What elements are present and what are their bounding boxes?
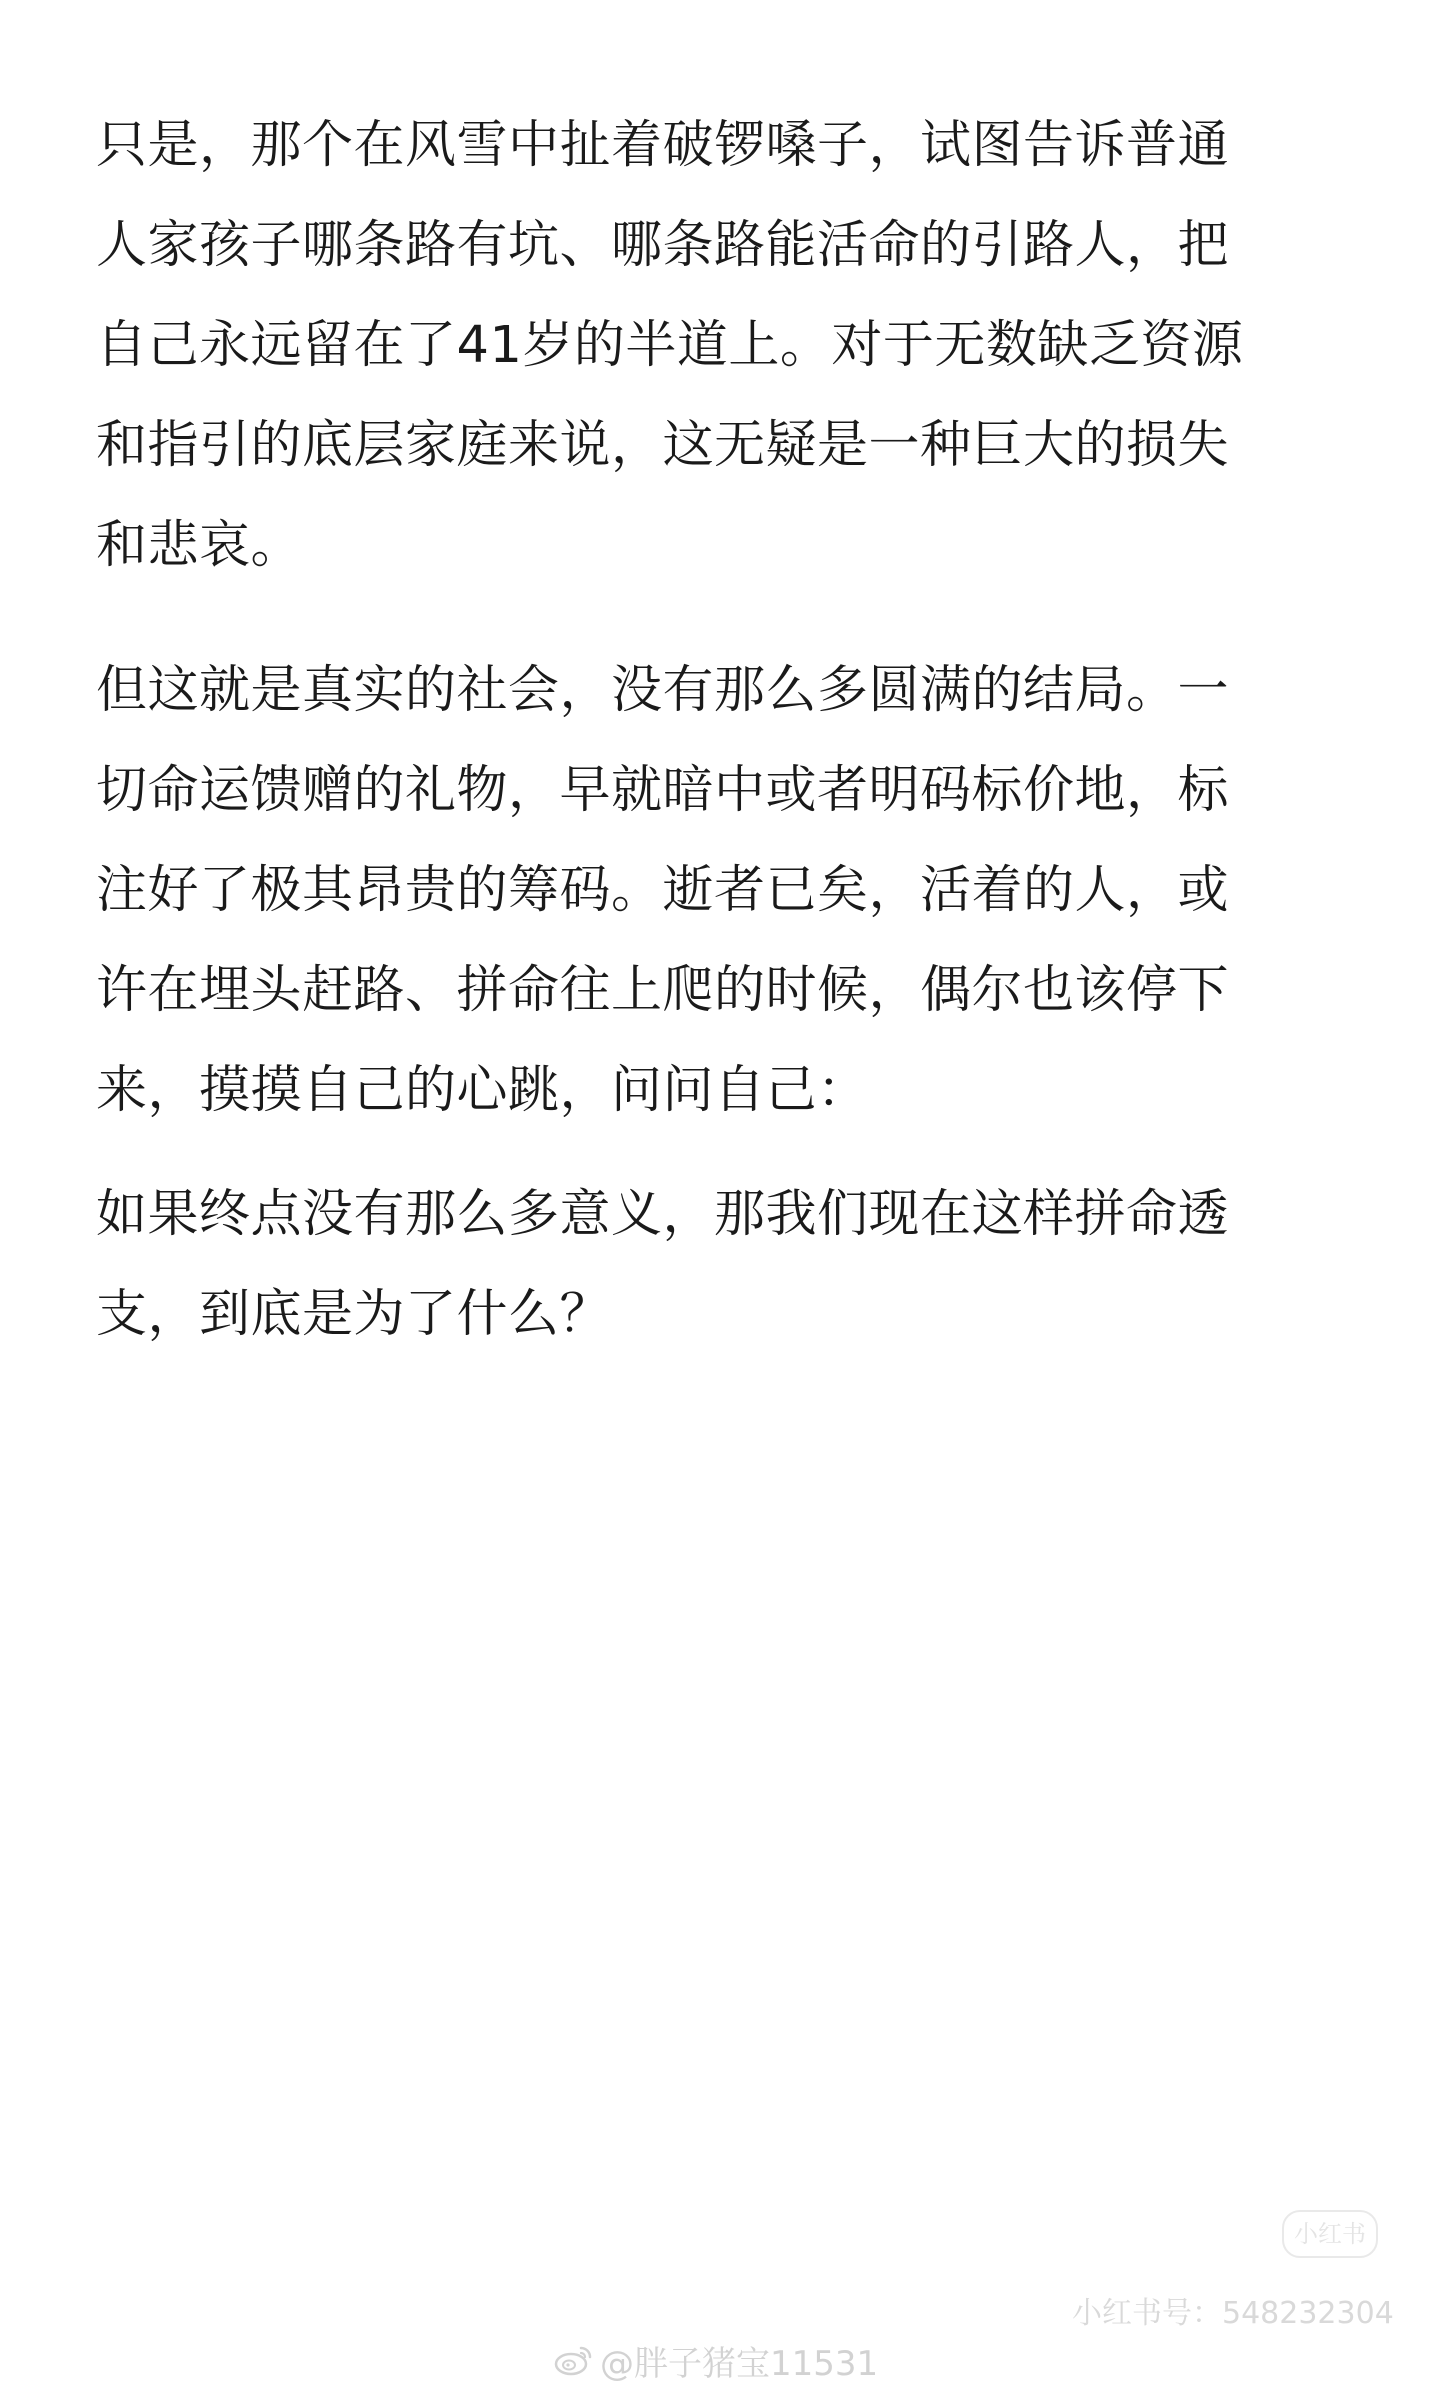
paragraph-3 <box>96 1165 1344 1365</box>
weibo-icon <box>554 2343 594 2377</box>
text-line: 只是，那个在风雪中扯着破锣嗓子，试图告诉普通 <box>96 116 1230 175</box>
paragraph-2 <box>96 641 1344 1141</box>
xiaohongshu-id-watermark: 小红书号：548232304 <box>1072 2296 1394 2331</box>
paragraph-1 <box>96 96 1344 596</box>
article-body <box>96 96 1344 1365</box>
text-line: 但这就是真实的社会，没有那么多圆满的结局。一 <box>96 661 1230 720</box>
text-line: 和悲哀。 <box>96 516 303 575</box>
text-line: 来，摸摸自己的心跳，问问自己： <box>96 1061 869 1120</box>
text-line: 人家孩子哪条路有坑、哪条路能活命的引路人，把 <box>96 216 1230 275</box>
text-line: 注好了极其昂贵的筹码。逝者已矣，活着的人，或 <box>96 861 1230 920</box>
text-line: 和指引的底层家庭来说，这无疑是一种巨大的损失 <box>96 416 1230 475</box>
xiaohongshu-logo-watermark: 小红书 <box>1282 2210 1378 2258</box>
weibo-handle: @胖子猪宝11531 <box>600 2343 879 2384</box>
weibo-watermark <box>554 2338 878 2382</box>
text-line: 如果终点没有那么多意义，那我们现在这样拼命透 <box>96 1185 1230 1244</box>
text-line: 支，到底是为了什么？ <box>96 1285 612 1344</box>
text-line: 切命运馈赠的礼物，早就暗中或者明码标价地，标 <box>96 761 1230 820</box>
text-line: 许在埋头赶路、拼命往上爬的时候，偶尔也该停下 <box>96 961 1230 1020</box>
text-line: 自己永远留在了41岁的半道上。对于无数缺乏资源 <box>96 316 1244 375</box>
